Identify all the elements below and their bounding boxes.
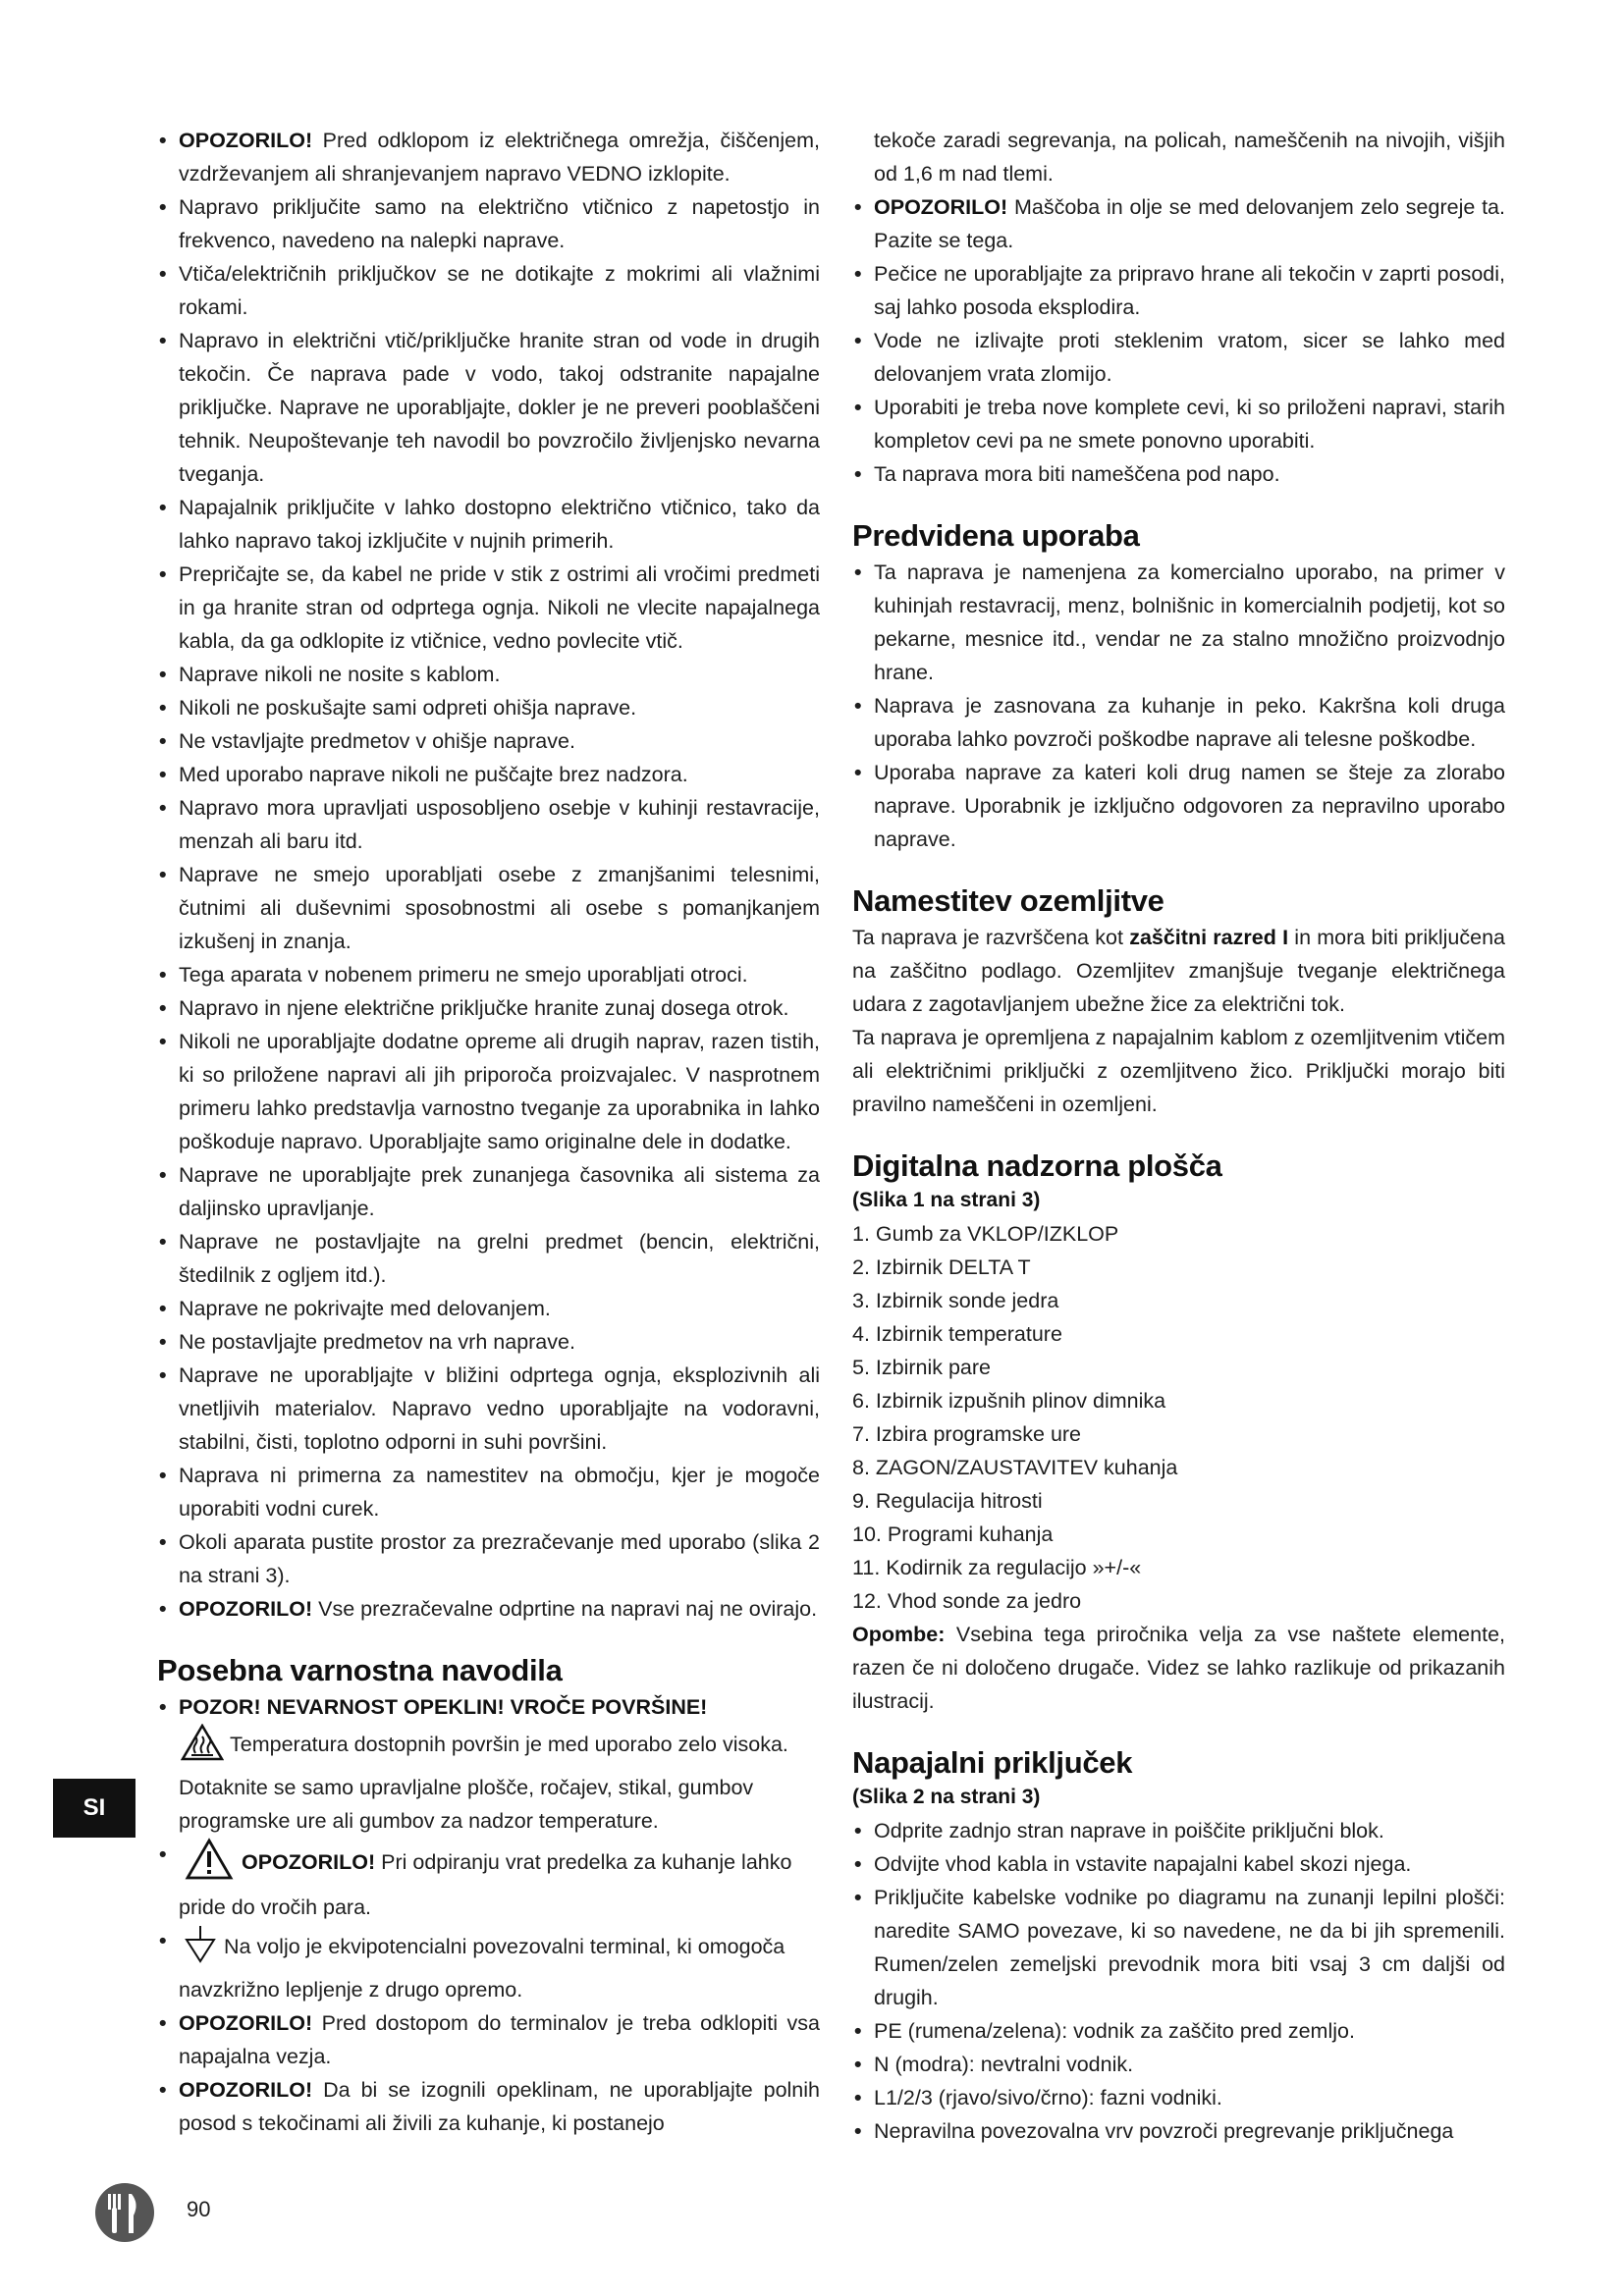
warning-triangle-icon bbox=[185, 1838, 234, 1891]
list-item: • Ne vstavljajte predmetov v ohišje naprave. bbox=[157, 724, 820, 758]
note-paragraph: Opombe: Vsebina tega priročnika velja za vse naštete elemente, razen če ni določeno drugače. Videz se lahko razlikuje od prikazanih ilustracij. bbox=[852, 1623, 1505, 1713]
list-item: • Naprave nikoli ne nosite s kablom. bbox=[157, 658, 820, 691]
list-item: 12. Vhod sonde za jedro bbox=[852, 1589, 1082, 1613]
list-item: • Pečice ne uporabljajte za pripravo hrane ali tekočin v zaprti posodi, saj lahko posoda eksplodira. bbox=[852, 257, 1505, 324]
list-item: • Vtiča/električnih priključkov se ne dotikajte z mokrimi ali vlažnimi rokami. bbox=[157, 257, 820, 324]
grounding-paragraph: Ta naprava je opremljena z napajalnim kablom z ozemljitvenim vtičem ali električnimi priključki z ozemljitveno žico. Priključki morajo biti pravilno nameščeni in ozemljeni. bbox=[852, 1026, 1505, 1116]
safety-list-continued bbox=[852, 124, 1505, 491]
equipotential-terminal-note: • Na voljo je ekvipotencialni povezovalni terminal, ki omogoča navzkrižno lepljenje z drugo opremo. bbox=[157, 1924, 820, 2006]
list-item: • Priključite kabelske vodnike po diagramu na zunanji lepilni plošči: naredite SAMO povezave, ki so navedene, ne da bi jih spremenili. Rumen/zelen zemeljski prevodnik mora biti vsaj 3 cm daljši od drugih. bbox=[852, 1881, 1505, 2014]
list-item: • Ta naprava je namenjena za komercialno uporabo, na primer v kuhinjah restavracij, menz, bolnišnic in komercialnih podjetij, kot so pekarne, mesnice itd., vendar ne za stalno množično proizvodnjo hrane. bbox=[852, 556, 1505, 689]
list-item: • Nikoli ne poskušajte sami odpreti ohišja naprave. bbox=[157, 691, 820, 724]
list-item: • Okoli aparata pustite prostor za prezračevanje med uporabo (slika 2 na strani 3). bbox=[157, 1525, 820, 1592]
section-heading-control-panel: Digitalna nadzorna plošča bbox=[852, 1148, 1222, 1183]
list-item: • Med uporabo naprave nikoli ne puščajte brez nadzora. bbox=[157, 758, 820, 791]
warning-label: OPOZORILO! bbox=[179, 2078, 313, 2102]
list-item: 6. Izbirnik izpušnih plinov dimnika bbox=[852, 1389, 1166, 1413]
list-item: 11. Kodirnik za regulacijo »+/-« bbox=[852, 1556, 1142, 1579]
list-item: • Vode ne izlivajte proti steklenim vratom, sicer se lahko med delovanjem vrata zlomijo. bbox=[852, 324, 1505, 391]
list-item: • Nikoli ne uporabljajte dodatne opreme ali drugih naprav, razen tistih, ki so priložene napravi ali jih priporoča proizvajalec. V nasprotnem primeru lahko predstavlja varnostno tveganje za uporabnika in lahko poškoduje napravo. Uporabljajte samo originalne dele in dodatke. bbox=[157, 1025, 820, 1158]
safety-list bbox=[157, 124, 820, 1626]
list-item: • Napravo in električni vtič/priključke hranite stran od vode in drugih tekočin. Če naprava pade v vodo, takoj odstranite napajalne priključke. Naprave ne uporabljajte, dokler je ne preveri pooblaščeni tehnik. Neupoštevanje teh navodil bo povzročilo življenjsko nevarna tveganja. bbox=[157, 324, 820, 491]
list-item: • Odprite zadnjo stran naprave in poiščite priključni blok. bbox=[852, 1814, 1505, 1847]
warning-label: OPOZORILO! bbox=[179, 2011, 313, 2035]
list-item: • Ta naprava mora biti nameščena pod napo. bbox=[852, 457, 1505, 491]
special-safety-list bbox=[157, 2006, 820, 2140]
list-item: • L1/2/3 (rjavo/sivo/črno): fazni vodniki. bbox=[852, 2081, 1505, 2114]
list-item: • Odvijte vhod kabla in vstavite napajalni kabel skozi njega. bbox=[852, 1847, 1505, 1881]
list-item: • Naprava ni primerna za namestitev na območju, kjer je mogoče uporabiti vodni curek. bbox=[157, 1459, 820, 1525]
hot-surface-icon bbox=[181, 1724, 224, 1771]
section-heading-special-safety: Posebna varnostna navodila bbox=[157, 1653, 563, 1687]
list-item: • Napravo priključite samo na električno vtičnico z napetostjo in frekvenco, navedeno na nalepki naprave. bbox=[157, 190, 820, 257]
list-item: • Nepravilna povezovalna vrv povzroči pregrevanje priključnega bbox=[852, 2114, 1505, 2148]
list-item: 5. Izbirnik pare bbox=[852, 1356, 992, 1379]
list-item: 4. Izbirnik temperature bbox=[852, 1322, 1062, 1346]
list-item: • Naprave ne uporabljajte v bližini odprtega ognja, eksplozivnih ali vnetljivih materialov. Napravo vedno uporabljajte na vodoravni, stabilni, čisti, toplotno odporni in suhi površini. bbox=[157, 1359, 820, 1459]
list-item: 9. Regulacija hitrosti bbox=[852, 1489, 1043, 1513]
list-item: 3. Izbirnik sonde jedra bbox=[852, 1289, 1059, 1312]
warning-label: OPOZORILO! bbox=[242, 1850, 376, 1874]
list-item: • OPOZORILO! Maščoba in olje se med delovanjem zelo segreje ta. Pazite se tega. bbox=[852, 190, 1505, 257]
list-item: • OPOZORILO! Pred dostopom do terminalov je treba odklopiti vsa napajalna vezja. bbox=[157, 2006, 820, 2073]
section-heading-power-connection: Napajalni priključek bbox=[852, 1745, 1133, 1780]
list-item: • Naprava je zasnovana za kuhanje in peko. Kakršna koli druga uporaba lahko povzroči poškodbe naprave ali telesne poškodbe. bbox=[852, 689, 1505, 756]
section-heading-intended-use: Predvidena uporaba bbox=[852, 518, 1140, 553]
list-item: • Prepričajte se, da kabel ne pride v stik z ostrimi ali vročimi predmeti in ga hranite stran od odprtega ognja. Nikoli ne vlecite napajalnega kabla, da ga odklopite iz vtičnice, vedno povlecite vtič. bbox=[157, 558, 820, 658]
list-item: • OPOZORILO! Da bi se izognili opeklinam, ne uporabljajte polnih posod s tekočinami ali živili za kuhanje, ki postanejo bbox=[157, 2073, 820, 2140]
cutlery-logo-icon bbox=[94, 2182, 155, 2248]
list-item: • Napajalnik priključite v lahko dostopno električno vtičnico, tako da lahko napravo takoj izključite v nujnih primerih. bbox=[157, 491, 820, 558]
list-item: • N (modra): nevtralni vodnik. bbox=[852, 2048, 1505, 2081]
language-tab: SI bbox=[53, 1779, 135, 1838]
hot-warning-title: POZOR! NEVARNOST OPEKLIN! VROČE POVRŠINE! bbox=[179, 1695, 708, 1719]
control-panel-list bbox=[852, 1217, 1505, 1618]
list-item: • Uporabiti je treba nove komplete cevi, ki so priloženi napravi, starih kompletov cevi pa ne smete ponovno uporabiti. bbox=[852, 391, 1505, 457]
warning-label: OPOZORILO! bbox=[179, 1597, 313, 1621]
grounding-paragraph: Ta naprava je razvrščena kot zaščitni razred I in mora biti priključena na zaščitno podlago. Ozemljitev zmanjšuje tveganje električnega udara z zagotavljanjem ubežne žice za električni tok. bbox=[852, 926, 1505, 1016]
list-item-continuation: tekoče zaradi segrevanja, na policah, nameščenih na nivojih, višjih od 1,6 m nad tlemi. bbox=[874, 129, 1505, 186]
list-item: • Naprave ne postavljajte na grelni predmet (bencin, električni, štedilnik z ogljem itd.). bbox=[157, 1225, 820, 1292]
list-item: • Naprave ne pokrivajte med delovanjem. bbox=[157, 1292, 820, 1325]
list-item: • Napravo in njene električne priključke hranite zunaj dosega otrok. bbox=[157, 991, 820, 1025]
section-heading-grounding: Namestitev ozemljitve bbox=[852, 883, 1164, 918]
list-item: 2. Izbirnik DELTA T bbox=[852, 1255, 1031, 1279]
list-item: 7. Izbira programske ure bbox=[852, 1422, 1082, 1446]
list-item: • Tega aparata v nobenem primeru ne smejo uporabljati otroci. bbox=[157, 958, 820, 991]
list-item: 8. ZAGON/ZAUSTAVITEV kuhanja bbox=[852, 1456, 1178, 1479]
power-connection-list bbox=[852, 1814, 1505, 2148]
list-item: • PE (rumena/zelena): vodnik za zaščito pred zemljo. bbox=[852, 2014, 1505, 2048]
list-item: • Uporaba naprave za kateri koli drug namen se šteje za zlorabo naprave. Uporabnik je izključno odgovoren za nepravilno uporabo naprave. bbox=[852, 756, 1505, 856]
list-item: • OPOZORILO! Pred odklopom iz električnega omrežja, čiščenjem, vzdrževanjem ali shranjevanjem napravo VEDNO izklopite. bbox=[157, 124, 820, 190]
list-item: • Naprave ne uporabljajte prek zunanjega časovnika ali sistema za daljinsko upravljanje. bbox=[157, 1158, 820, 1225]
hot-surface-warning: • POZOR! NEVARNOST OPEKLIN! VROČE POVRŠINE! Temperatura dostopnih površin je med uporabo zelo visoka. Dotaknite se samo upravljalne plošče, ročajev, stikal, gumbov programske ure ali gumbov za nadzor temperature. bbox=[157, 1690, 820, 1838]
list-item: 1. Gumb za VKLOP/IZKLOP bbox=[852, 1222, 1119, 1246]
warning-label: OPOZORILO! bbox=[874, 195, 1008, 219]
list-item: • Naprave ne smejo uporabljati osebe z zmanjšanimi telesnimi, čutnimi ali duševnimi sposobnostmi ali osebe s pomanjkanjem izkušenj in znanja. bbox=[157, 858, 820, 958]
list-item: • OPOZORILO! Vse prezračevalne odprtine na napravi naj ne ovirajo. bbox=[157, 1592, 820, 1626]
warning-label: OPOZORILO! bbox=[179, 129, 313, 152]
equipotential-icon bbox=[183, 1924, 218, 1973]
list-item: • Ne postavljajte predmetov na vrh naprave. bbox=[157, 1325, 820, 1359]
left-column bbox=[157, 124, 820, 2140]
intended-use-list bbox=[852, 556, 1505, 856]
door-steam-warning: • OPOZORILO! Pri odpiranju vrat predelka za kuhanje lahko pride do vročih para. bbox=[157, 1838, 820, 1924]
list-item: • Napravo mora upravljati usposobljeno osebje v kuhinji restavracije, menzah ali baru itd. bbox=[157, 791, 820, 858]
figure-reference: (Slika 1 na strani 3) bbox=[852, 1189, 1041, 1211]
right-column bbox=[852, 124, 1505, 2148]
list-item: 10. Programi kuhanja bbox=[852, 1522, 1054, 1546]
page-number: 90 bbox=[187, 2197, 211, 2221]
figure-reference: (Slika 2 na strani 3) bbox=[852, 1786, 1041, 1808]
